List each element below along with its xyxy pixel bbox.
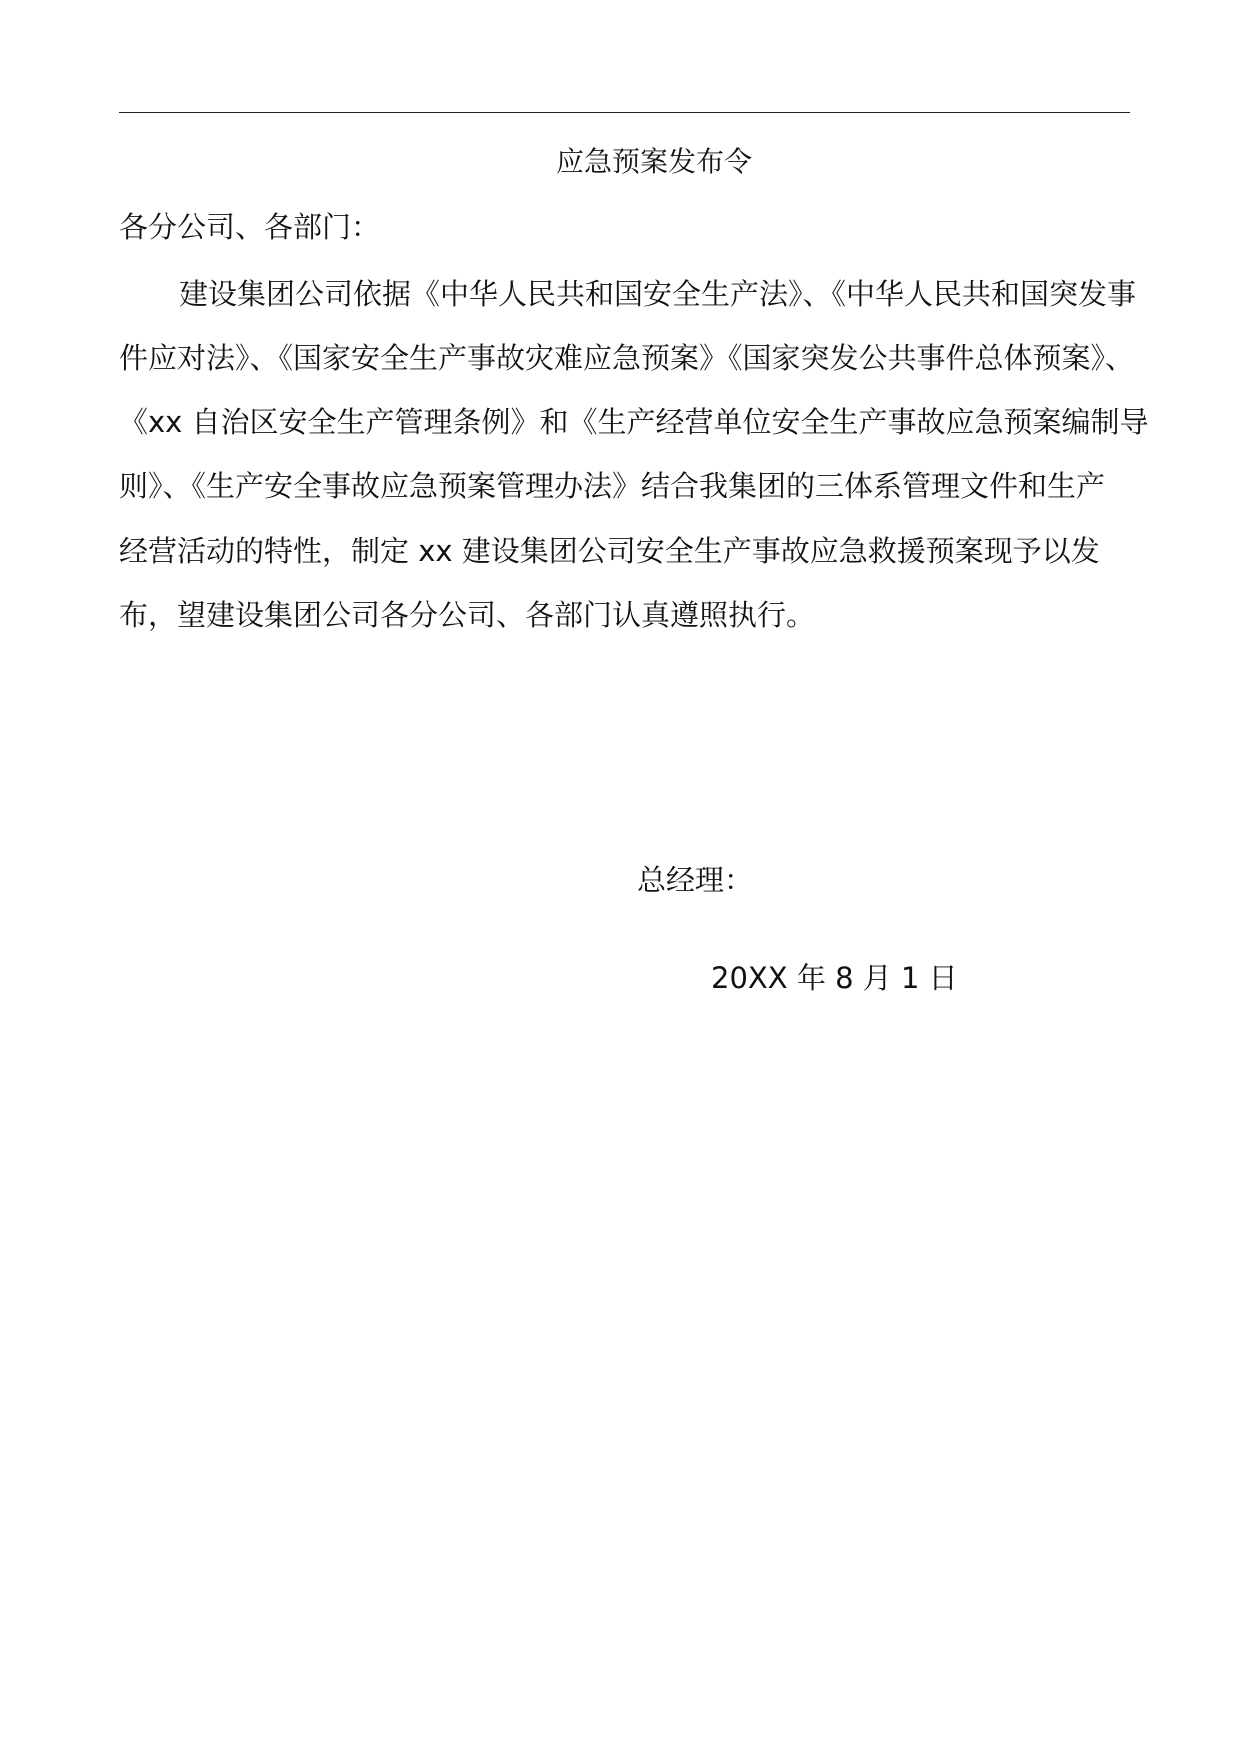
header-rule [119, 112, 1130, 113]
signature-label: 总经理： [637, 863, 754, 897]
salutation: 各分公司、各部门： [119, 210, 381, 244]
body-line-4: 则》、《生产安全事故应急预案管理办法》结合我集团的三体系管理文件和生产 [119, 469, 1106, 503]
body-line-6: 布，望建设集团公司各分公司、各部门认真遵照执行。 [119, 598, 816, 632]
document-title: 应急预案发布令 [555, 145, 752, 178]
body-line-2: 件应对法》、《国家安全生产事故灾难应急预案》《国家突发公共事件总体预案》、 [119, 341, 1135, 375]
body-line-3: 《xx 自治区安全生产管理条例》和《生产经营单位安全生产事故应急预案编制导 [119, 405, 1149, 439]
body-line-1: 建设集团公司依据《中华人民共和国安全生产法》、《中华人民共和国突发事 [179, 277, 1137, 311]
body-line-5: 经营活动的特性，制定 xx 建设集团公司安全生产事故应急救援预案现予以发 [119, 534, 1100, 568]
signature-date: 20XX 年 8 月 1 日 [711, 961, 958, 995]
